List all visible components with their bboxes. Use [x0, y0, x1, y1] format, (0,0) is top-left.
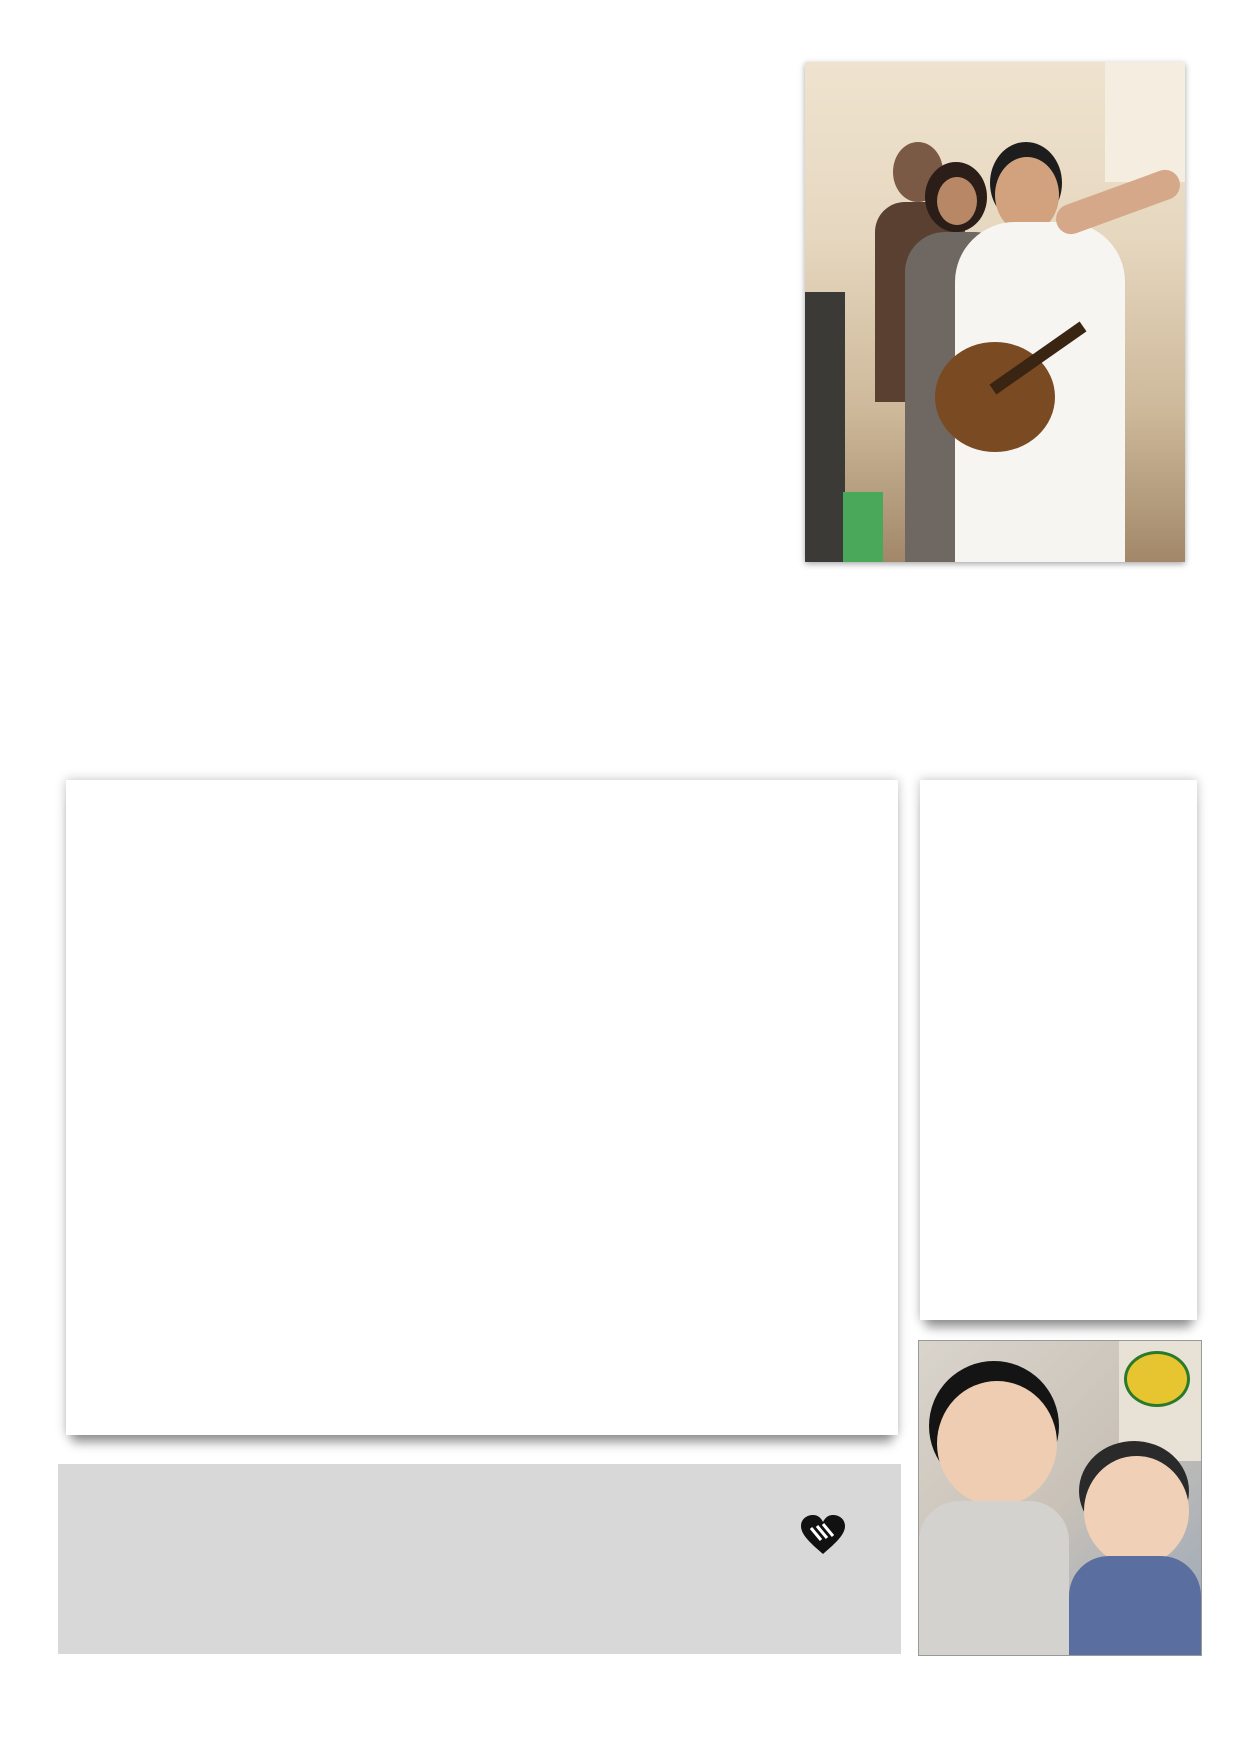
photo-green-stand — [843, 492, 883, 562]
photo-smiley-toy — [1124, 1351, 1190, 1407]
contact-account-line — [72, 1589, 94, 1618]
photo-woman-face — [937, 177, 977, 225]
contact-info-box — [58, 1464, 901, 1654]
prayer-request-box — [66, 780, 898, 1435]
church-logo — [758, 1514, 888, 1560]
contact-youtube-line — [72, 1503, 94, 1532]
photo-wall-light — [1105, 62, 1185, 182]
contact-phone-line — [72, 1560, 94, 1589]
photo-baby1-shirt — [919, 1501, 1069, 1656]
contact-address-line — [72, 1531, 94, 1560]
worship-photo — [805, 62, 1185, 562]
heart-logo-icon — [799, 1514, 847, 1556]
june-schedule-box — [920, 780, 1197, 1320]
contact-email-line — [72, 1474, 94, 1503]
contact-list — [72, 1474, 94, 1646]
photo-baby1-face — [937, 1381, 1057, 1506]
photo-baby2-face — [1084, 1456, 1189, 1566]
children-photo — [918, 1340, 1202, 1656]
photo-dark-left — [805, 292, 845, 562]
contact-manager-line — [72, 1618, 94, 1647]
photo-baby2-shirt — [1069, 1556, 1201, 1656]
